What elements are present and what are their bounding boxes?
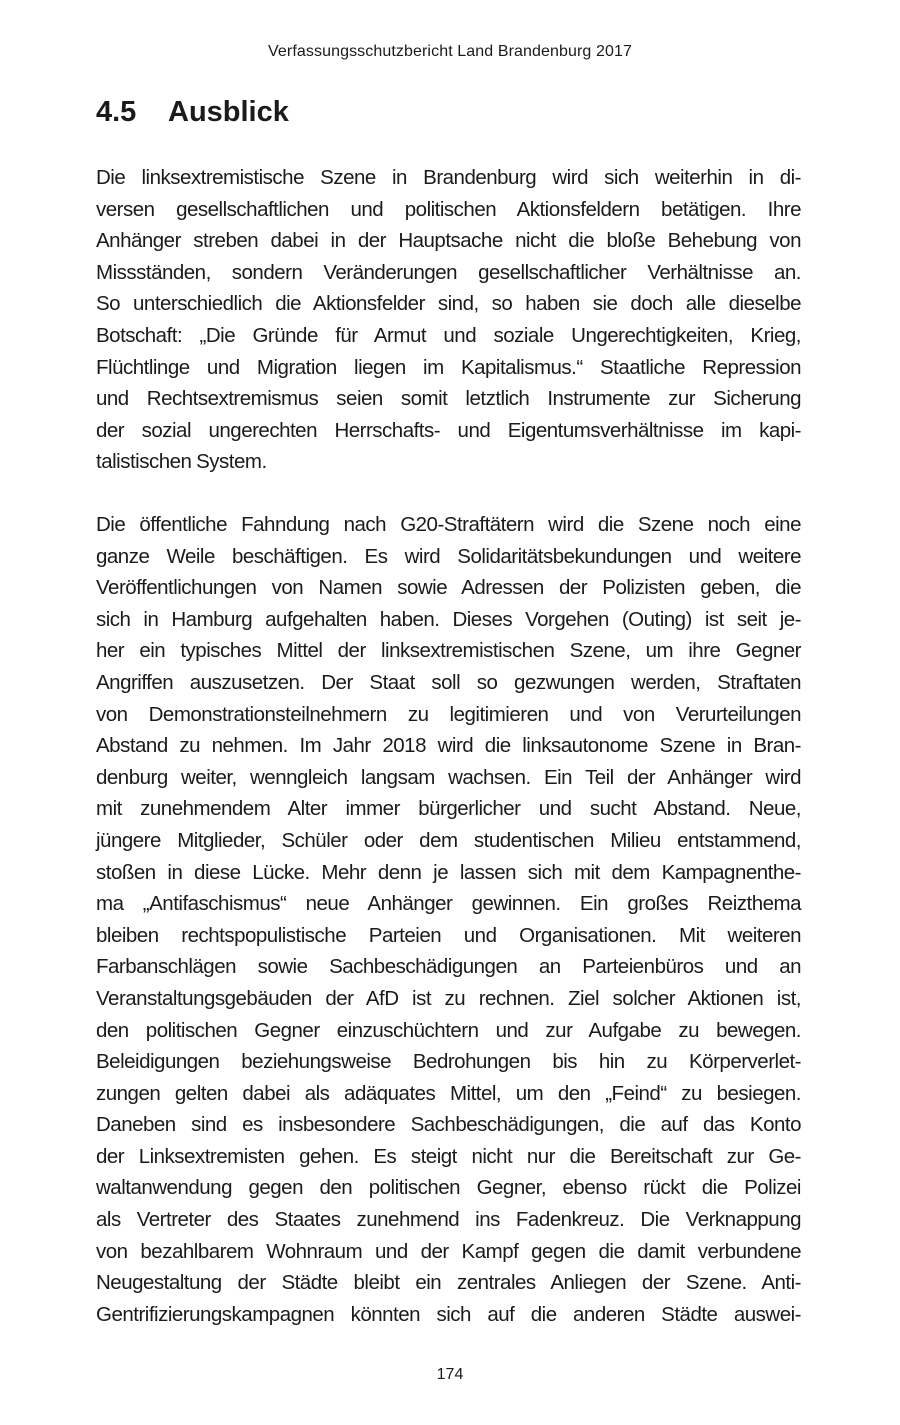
text-line: von bezahlbarem Wohnraum und der Kampf gegen die damit verbundene xyxy=(96,1239,801,1263)
text-line: Neugestaltung der Städte bleibt ein zentrales Anliegen der Szene. Anti- xyxy=(96,1271,801,1295)
paragraph-2 xyxy=(96,509,801,1330)
text-line: Daneben sind es insbesondere Sachbeschädigungen, die auf das Konto xyxy=(96,1113,801,1137)
text-line: ganze Weile beschäftigen. Es wird Solidaritätsbekundungen und weitere xyxy=(96,544,801,568)
text-line: bleiben rechtspopulistische Parteien und Organisationen. Mit weiteren xyxy=(96,923,801,947)
text-line: Gentrifizierungskampagnen könnten sich auf die anderen Städte auswei- xyxy=(96,1302,801,1326)
text-line: stoßen in diese Lücke. Mehr denn je lassen sich mit dem Kampagnenthe- xyxy=(96,860,801,884)
paragraph-1 xyxy=(96,162,801,478)
text-line: mit zunehmendem Alter immer bürgerlicher und sucht Abstand. Neue, xyxy=(96,797,801,821)
text-line: Die linksextremistische Szene in Brandenburg wird sich weiterhin in di- xyxy=(96,166,801,189)
text-line: Anhänger streben dabei in der Hauptsache nicht die bloße Behebung von xyxy=(96,229,801,253)
text-line: Botschaft: „Die Gründe für Armut und soziale Ungerechtigkeiten, Krieg, xyxy=(96,323,801,347)
text-line: und Rechtsextremismus seien somit letztlich Instrumente zur Sicherung xyxy=(96,387,801,411)
text-line: Flüchtlinge und Migration liegen im Kapitalismus.“ Staatliche Repression xyxy=(96,355,801,379)
text-line: Farbanschlägen sowie Sachbeschädigungen an Parteienbüros und an xyxy=(96,955,801,979)
text-line: Angriffen auszusetzen. Der Staat soll so gezwungen werden, Straftaten xyxy=(96,670,801,694)
text-line: Abstand zu nehmen. Im Jahr 2018 wird die linksautonome Szene in Bran- xyxy=(96,734,801,758)
text-line: waltanwendung gegen den politischen Gegner, ebenso rückt die Polizei xyxy=(96,1176,801,1200)
section-number: 4.5 xyxy=(96,96,137,128)
section-title: Ausblick xyxy=(168,96,289,128)
running-header: Verfassungsschutzbericht Land Brandenburg 2017 xyxy=(268,43,632,60)
text-line: Veröffentlichungen von Namen sowie Adressen der Polizisten geben, die xyxy=(96,576,801,600)
text-line: Die öffentliche Fahndung nach G20-Straftätern wird die Szene noch eine xyxy=(96,513,801,536)
text-line: Veranstaltungsgebäuden der AfD ist zu rechnen. Ziel solcher Aktionen ist, xyxy=(96,986,801,1010)
text-line: zungen gelten dabei als adäquates Mittel, um den „Feind“ zu besiegen. xyxy=(96,1081,801,1105)
text-line: der Linksextremisten gehen. Es steigt nicht nur die Bereitschaft zur Ge- xyxy=(96,1144,801,1168)
text-line: denburg weiter, wenngleich langsam wachsen. Ein Teil der Anhänger wird xyxy=(96,765,801,789)
text-line: als Vertreter des Staates zunehmend ins Fadenkreuz. Die Verknappung xyxy=(96,1208,801,1232)
text-line: Beleidigungen beziehungsweise Bedrohungen bis hin zu Körperverlet- xyxy=(96,1050,801,1074)
text-line: So unterschiedlich die Aktionsfelder sind, so haben sie doch alle dieselbe xyxy=(96,292,801,316)
text-line: versen gesellschaftlichen und politischen Aktionsfeldern betätigen. Ihre xyxy=(96,197,801,221)
text-line: den politischen Gegner einzuschüchtern und zur Aufgabe zu bewegen. xyxy=(96,1018,801,1042)
text-line: der sozial ungerechten Herrschafts- und Eigentumsverhältnisse im kapi- xyxy=(96,418,801,442)
text-line: ma „Antifaschismus“ neue Anhänger gewinnen. Ein großes Reizthema xyxy=(96,892,801,916)
text-line: jüngere Mitglieder, Schüler oder dem studentischen Milieu entstammend, xyxy=(96,828,801,852)
text-line: von Demonstrationsteilnehmern zu legitimieren und von Verurteilungen xyxy=(96,702,801,726)
page-number: 174 xyxy=(436,1366,464,1383)
text-line: talistischen System. xyxy=(96,450,267,474)
text-line: Missständen, sondern Veränderungen gesellschaftlicher Verhältnisse an. xyxy=(96,260,801,284)
text-line: sich in Hamburg aufgehalten haben. Dieses Vorgehen (Outing) ist seit je- xyxy=(96,607,801,631)
section-heading xyxy=(96,93,289,131)
text-line: her ein typisches Mittel der linksextremistischen Szene, um ihre Gegner xyxy=(96,639,801,663)
